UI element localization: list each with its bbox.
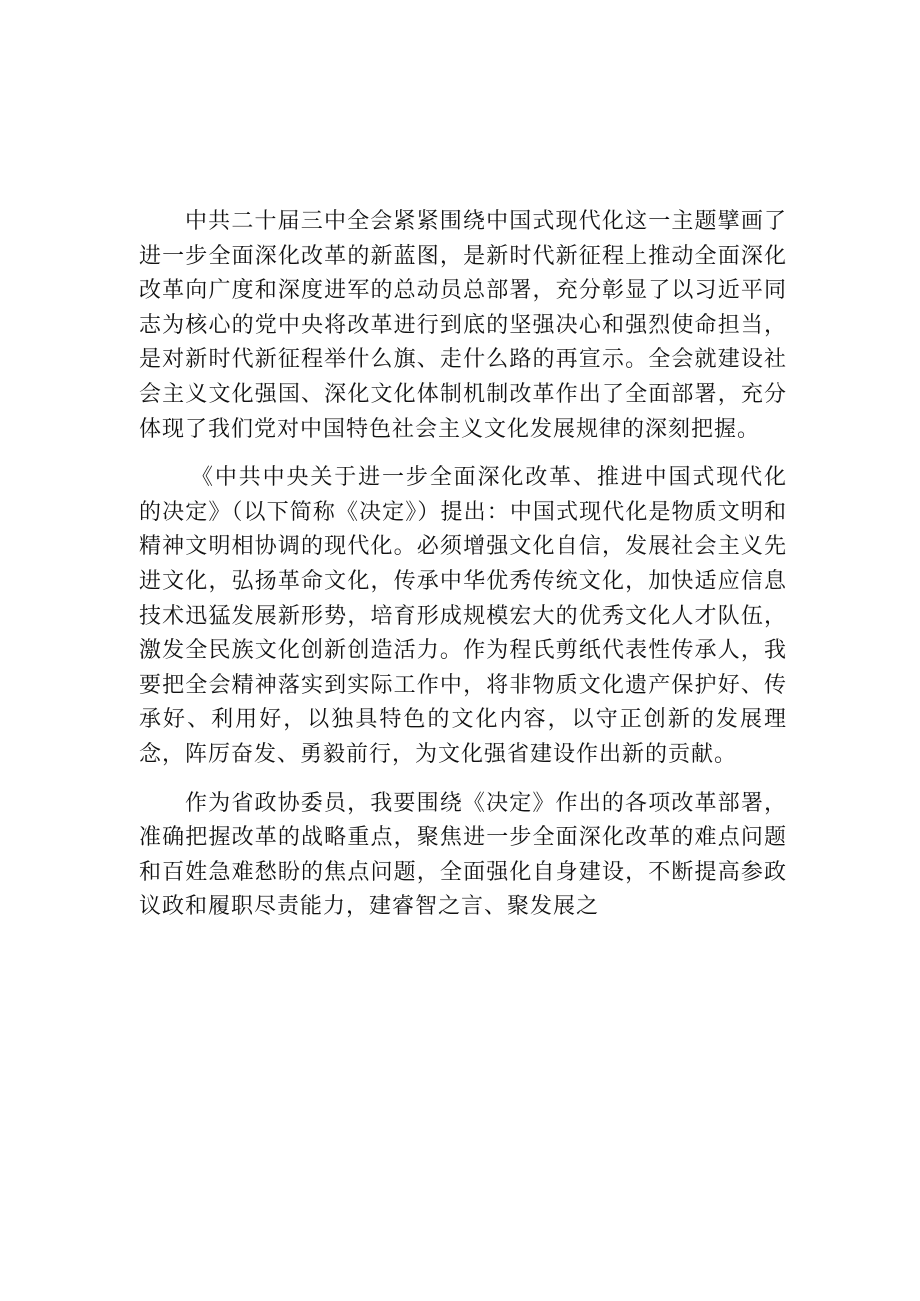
paragraph-2: 《中共中央关于进一步全面深化改革、推进中国式现代化的决定》（以下简称《决定》）提出：中国式现代化是物质文明和精神文明相协调的现代化。必须增强文化自信，发展社会主义先进文化，弘扬革命文化，传承中华优秀传统文化，加快适应信息技术迅猛发展新形势，培育形成规模宏大的优秀文化人才队伍，激发全民族文化创新创造活力。作为程氏剪纸代表性传承人，我要把全会精神落实到实际工作中，将非物质文化遗产保护好、传承好、利用好，以独具特色的文化内容，以守正创新的发展理念，阵厉奋发、勇毅前行，为文化强省建设作出新的贡献。: [139, 465, 787, 767]
paragraph-1: 中共二十届三中全会紧紧围绕中国式现代化这一主题擘画了进一步全面深化改革的新蓝图，是新时代新征程上推动全面深化改革向广度和深度进军的总动员总部署，充分彰显了以习近平同志为核心的党中央将改革进行到底的坚强决心和强烈使命担当，是对新时代新征程举什么旗、走什么路的再宣示。全会就建设社会主义文化强国、深化文化体制机制改革作出了全面部署，充分体现了我们党对中国特色社会主义文化发展规律的深刻把握。: [139, 209, 787, 442]
paragraph-3: 作为省政协委员，我要围绕《决定》作出的各项改革部署，准确把握改革的战略重点，聚焦进一步全面深化改革的难点问题和百姓急难愁盼的焦点问题，全面强化自身建设，不断提高参政议政和履职尽责能力，建睿智之言、聚发展之: [139, 790, 787, 920]
document-body: [139, 205, 787, 925]
